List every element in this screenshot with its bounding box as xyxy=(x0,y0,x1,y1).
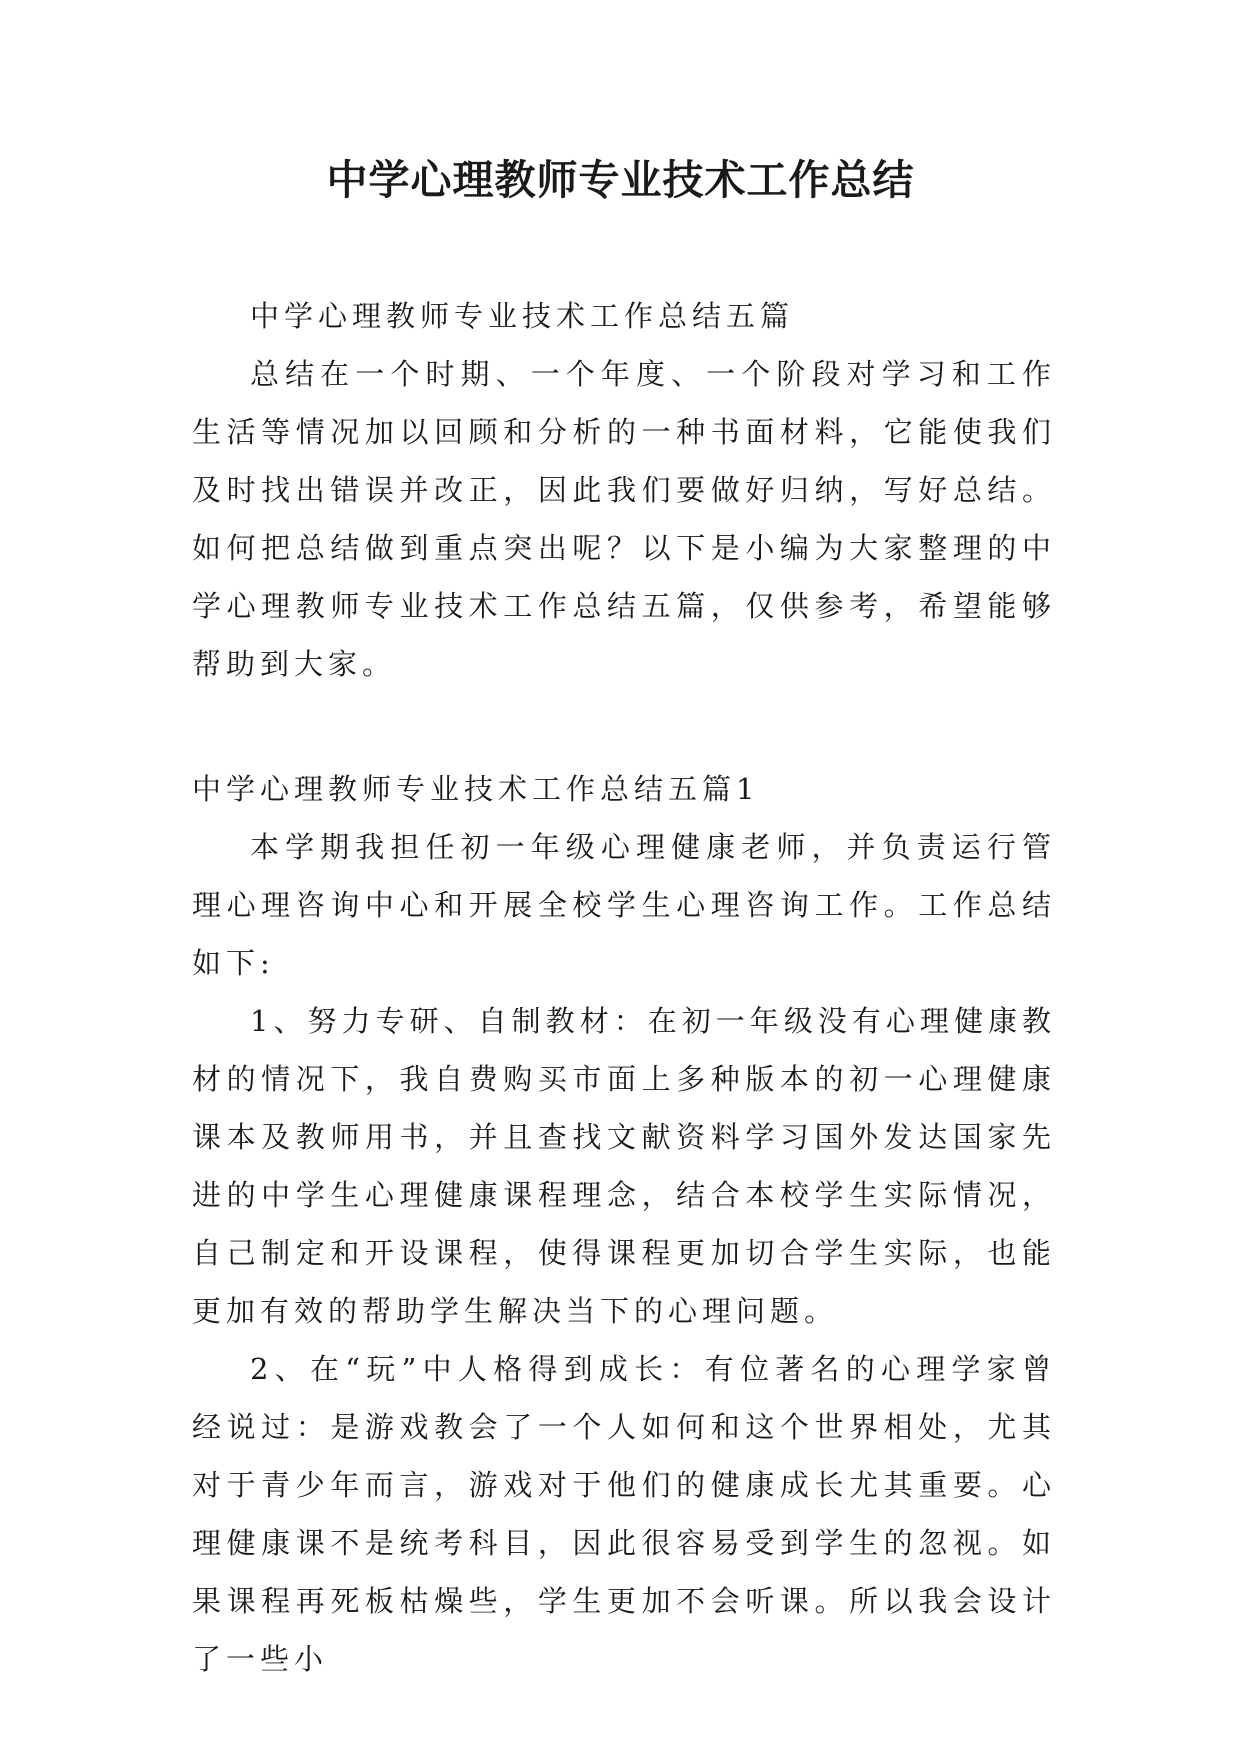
document-subtitle: 中学心理教师专业技术工作总结五篇 xyxy=(250,299,795,333)
intro-paragraph: 总结在一个时期、一个年度、一个阶段对学习和工作生活等情况加以回顾和分析的一种书面材料，它能使我们及时找出错误并改正，因此我们要做好归纳，写好总结。如何把总结做到重点突出呢？以下是小编为大家整理的中学心理教师专业技术工作总结五篇，仅供参考，希望能够帮助到大家。 xyxy=(192,357,1056,681)
section-1-paragraph: 1、努力专研、自制教材：在初一年级没有心理健康教材的情况下，我自费购买市面上多种版本的初一心理健康课本及教师用书，并且查找文献资料学习国外发达国家先进的中学生心理健康课程理念，结合本校学生实际情况，自己制定和开设课程，使得课程更加切合学生实际，也能更加有效的帮助学生解决当下的心理问题。 xyxy=(192,1004,1056,1328)
intro-block xyxy=(192,287,1056,693)
section-1 xyxy=(192,760,1056,1688)
section-1-heading: 中学心理教师专业技术工作总结五篇1 xyxy=(192,772,760,806)
section-1-paragraph: 2、在“玩”中人格得到成长：有位著名的心理学家曾经说过：是游戏教会了一个人如何和这个世界相处，尤其对于青少年而言，游戏对于他们的健康成长尤其重要。心理健康课不是统考科目，因此很容易受到学生的忽视。如果课程再死板枯燥些，学生更加不会听课。所以我会设计了一些小 xyxy=(192,1352,1056,1676)
document-title: 中学心理教师专业技术工作总结 xyxy=(326,156,915,204)
section-1-paragraph: 本学期我担任初一年级心理健康老师，并负责运行管理心理咨询中心和开展全校学生心理咨询工作。工作总结如下: xyxy=(192,830,1056,980)
